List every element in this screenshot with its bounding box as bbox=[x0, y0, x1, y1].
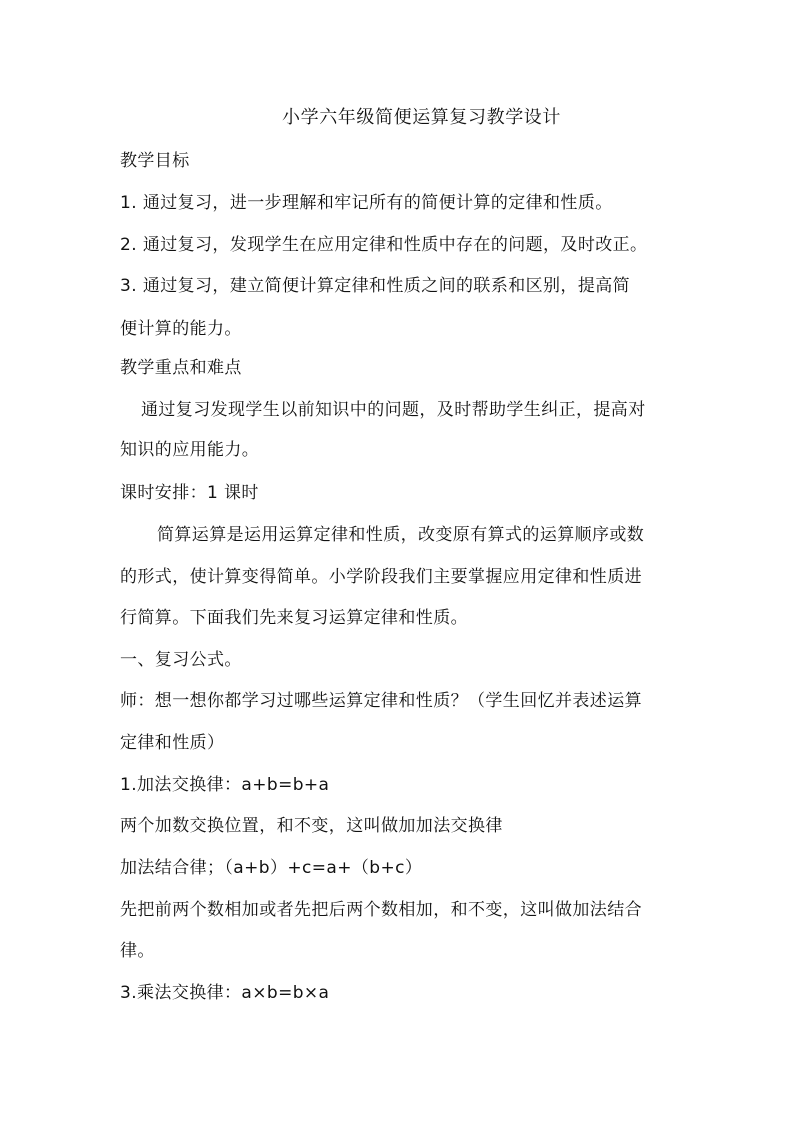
formula-addition-associative: 加法结合律；（a+b）+c=a+（b+c） bbox=[120, 858, 423, 878]
teacher-prompt-continued: 定律和性质） bbox=[120, 733, 225, 753]
goal-item-3: 3. 通过复习，建立简便计算定律和性质之间的联系和区别，提高简 bbox=[120, 276, 631, 296]
formula-addition-commutative: 1.加法交换律：a+b=b+a bbox=[120, 775, 330, 795]
key-points-paragraph-continued: 知识的应用能力。 bbox=[120, 440, 260, 460]
teacher-prompt: 师：想一想你都学习过哪些运算定律和性质？（学生回忆并表述运算 bbox=[120, 691, 642, 711]
formula-addition-associative-description: 先把前两个数相加或者先把后两个数相加，和不变，这叫做加法结合 bbox=[120, 900, 642, 920]
goal-item-1: 1. 通过复习，进一步理解和牢记所有的简便计算的定律和性质。 bbox=[120, 193, 613, 213]
formula-addition-commutative-description: 两个加数交换位置，和不变，这叫做加加法交换律 bbox=[120, 816, 503, 836]
formula-multiplication-commutative: 3.乘法交换律：a×b=b×a bbox=[120, 983, 330, 1003]
section-heading-teaching-goals: 教学目标 bbox=[120, 151, 190, 171]
intro-paragraph-line-2: 的形式，使计算变得简单。小学阶段我们主要掌握应用定律和性质进 bbox=[120, 567, 642, 587]
goal-item-3-continued: 便计算的能力。 bbox=[120, 319, 242, 339]
formula-addition-associative-description-continued: 律。 bbox=[120, 941, 155, 961]
lesson-schedule: 课时安排：1 课时 bbox=[120, 483, 259, 503]
key-points-paragraph: 通过复习发现学生以前知识中的问题，及时帮助学生纠正，提高对 bbox=[141, 400, 646, 420]
section-heading-key-points: 教学重点和难点 bbox=[120, 358, 242, 378]
goal-item-2: 2. 通过复习，发现学生在应用定律和性质中存在的问题，及时改正。 bbox=[120, 235, 648, 255]
section-heading-review-formulas: 一、复习公式。 bbox=[120, 650, 242, 670]
intro-paragraph: 简算运算是运用运算定律和性质，改变原有算式的运算顺序或数 bbox=[157, 525, 645, 545]
document-title: 小学六年级简便运算复习教学设计 bbox=[282, 107, 561, 128]
intro-paragraph-line-3: 行简算。下面我们先来复习运算定律和性质。 bbox=[120, 608, 468, 628]
